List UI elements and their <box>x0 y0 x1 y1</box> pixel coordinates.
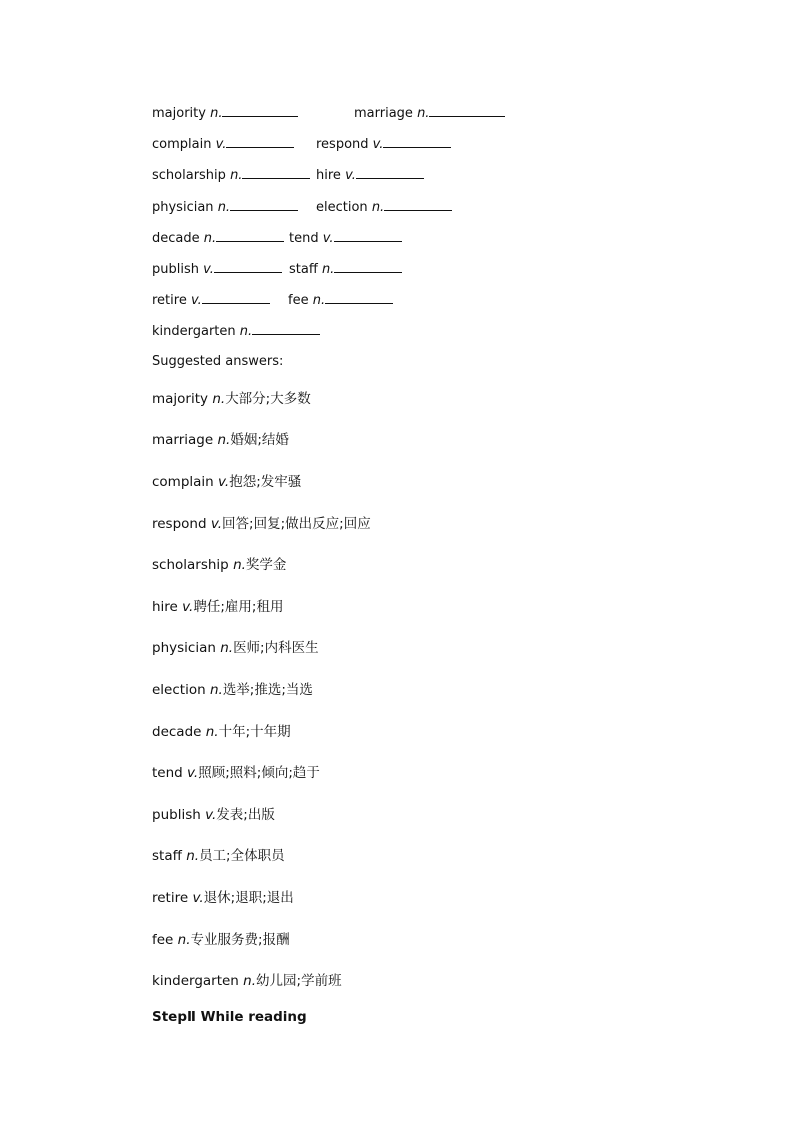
answer-item: kindergarten n.幼儿园;学前班 <box>152 973 342 989</box>
answer-blank[interactable] <box>202 291 270 304</box>
answer-blank[interactable] <box>252 322 320 335</box>
answer-blank[interactable] <box>222 104 298 117</box>
answer-blank[interactable] <box>242 166 310 179</box>
answer-item: majority n.大部分;大多数 <box>152 391 311 407</box>
answer-item: physician n.医师;内科医生 <box>152 640 319 656</box>
answer-blank[interactable] <box>356 166 424 179</box>
answer-blank[interactable] <box>216 229 284 242</box>
vocab-item: fee n. <box>288 291 393 309</box>
answer-item: complain v.抱怨;发牢骚 <box>152 474 302 490</box>
answer-blank[interactable] <box>214 260 282 273</box>
answer-blank[interactable] <box>334 229 402 242</box>
answer-item: hire v.聘任;雇用;租用 <box>152 599 284 615</box>
answer-item: tend v.照顾;照料;倾向;趋于 <box>152 765 320 781</box>
answer-blank[interactable] <box>383 135 451 148</box>
suggested-answers-label: Suggested answers: <box>152 354 284 369</box>
vocab-item: majority n. <box>152 104 298 122</box>
answer-item: decade n.十年;十年期 <box>152 724 291 740</box>
answer-item: fee n.专业服务费;报酬 <box>152 932 290 948</box>
answer-item: publish v.发表;出版 <box>152 807 275 823</box>
vocab-item: decade n. <box>152 229 284 247</box>
vocab-item: election n. <box>316 198 452 216</box>
answer-item: respond v.回答;回复;做出反应;回应 <box>152 516 371 532</box>
answer-blank[interactable] <box>230 198 298 211</box>
vocab-item: respond v. <box>316 135 451 153</box>
vocab-item: retire v. <box>152 291 270 309</box>
step-heading: StepⅡ While reading <box>152 1009 307 1025</box>
vocab-item: kindergarten n. <box>152 322 320 340</box>
vocab-item: scholarship n. <box>152 166 310 184</box>
answer-item: scholarship n.奖学金 <box>152 557 287 573</box>
answer-blank[interactable] <box>429 104 505 117</box>
answer-item: election n.选举;推选;当选 <box>152 682 313 698</box>
vocab-item: tend v. <box>289 229 402 247</box>
answer-blank[interactable] <box>334 260 402 273</box>
vocab-item: marriage n. <box>354 104 505 122</box>
vocab-item: complain v. <box>152 135 294 153</box>
vocab-item: staff n. <box>289 260 402 278</box>
answer-blank[interactable] <box>384 198 452 211</box>
answer-item: retire v.退休;退职;退出 <box>152 890 294 906</box>
vocab-item: physician n. <box>152 198 298 216</box>
vocab-item: publish v. <box>152 260 282 278</box>
vocab-item: hire v. <box>316 166 424 184</box>
answer-blank[interactable] <box>226 135 294 148</box>
answer-item: marriage n.婚姻;结婚 <box>152 432 289 448</box>
answer-blank[interactable] <box>325 291 393 304</box>
answer-item: staff n.员工;全体职员 <box>152 848 285 864</box>
